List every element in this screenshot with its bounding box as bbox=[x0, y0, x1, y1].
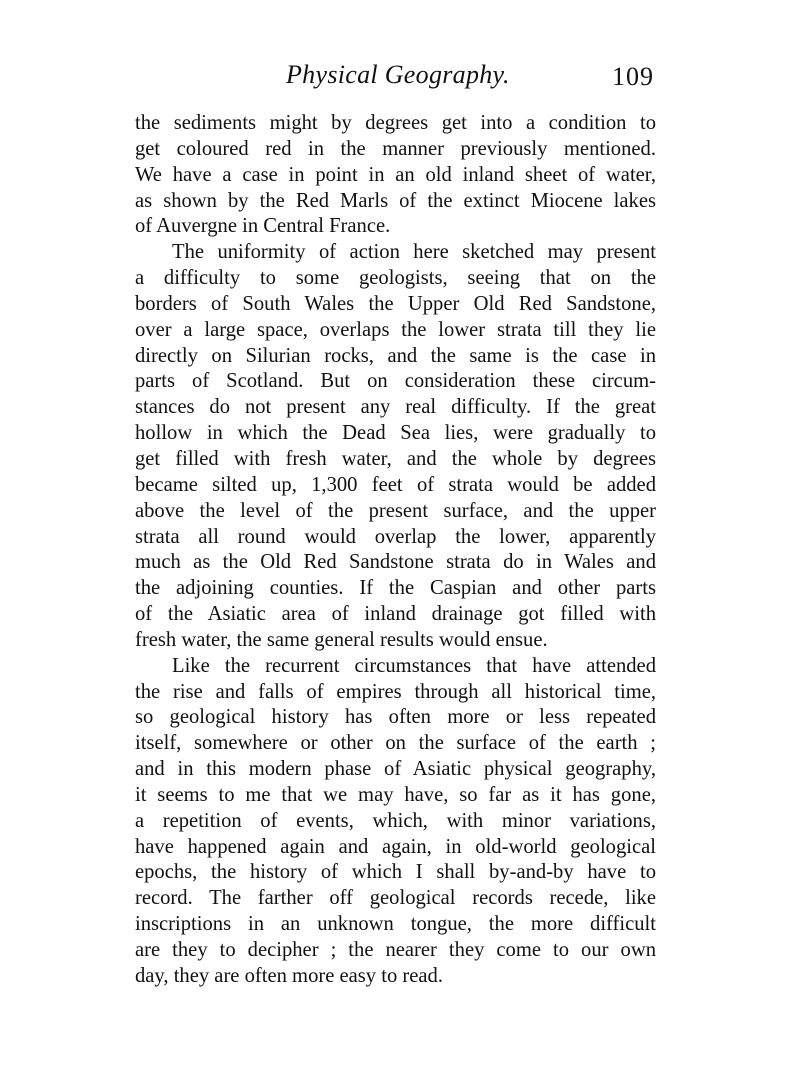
page-number: 109 bbox=[612, 62, 654, 91]
text-line: much as the Old Red Sandstone strata do in Wales and bbox=[135, 551, 656, 574]
text-line: parts of Scotland. But on consideration these circum- bbox=[135, 370, 656, 393]
paragraph bbox=[135, 240, 656, 654]
running-head bbox=[0, 60, 795, 100]
text-line: the adjoining counties. If the Caspian and other parts bbox=[135, 577, 656, 600]
text-line: the sediments might by degrees get into a condition to bbox=[135, 112, 656, 134]
text-line: We have a case in point in an old inland sheet of water, bbox=[135, 163, 656, 186]
text-line: record. The farther off geological records recede, like bbox=[135, 887, 656, 910]
text-line: so geological history has often more or less repeated bbox=[135, 706, 656, 729]
paragraph bbox=[135, 654, 656, 990]
running-title: Physical Geography. bbox=[286, 60, 510, 89]
text-line: above the level of the present surface, and the upper bbox=[135, 499, 656, 522]
text-line: epochs, the history of which I shall by-and-by have to bbox=[135, 861, 656, 884]
paragraph bbox=[135, 111, 656, 240]
body-text bbox=[135, 111, 656, 990]
text-line: day, they are often more easy to read. bbox=[135, 964, 444, 987]
text-line: directly on Silurian rocks, and the same is the case in bbox=[135, 344, 656, 367]
text-line: The uniformity of action here sketched may present bbox=[172, 241, 656, 264]
text-line: became silted up, 1,300 feet of strata would be added bbox=[135, 473, 656, 496]
text-line: itself, somewhere or other on the surface of the earth ; bbox=[135, 732, 656, 755]
text-line: as shown by the Red Marls of the extinct Miocene lakes bbox=[135, 189, 656, 212]
text-line: a difficulty to some geologists, seeing that on the bbox=[135, 267, 656, 290]
text-line: of the Asiatic area of inland drainage got filled with bbox=[135, 603, 656, 626]
text-line: are they to decipher ; the nearer they come to our own bbox=[135, 939, 656, 961]
text-line: get filled with fresh water, and the whole by degrees bbox=[135, 447, 656, 470]
text-line: Like the recurrent circumstances that have attended bbox=[172, 654, 656, 677]
text-line: of Auvergne in Central France. bbox=[135, 215, 391, 238]
text-line: inscriptions in an unknown tongue, the more difficult bbox=[135, 913, 656, 936]
text-line: a repetition of events, which, with minor variations, bbox=[135, 809, 656, 832]
text-line: have happened again and again, in old-world geological bbox=[135, 835, 656, 858]
text-line: the rise and falls of empires through all historical time, bbox=[135, 680, 656, 703]
text-line: borders of South Wales the Upper Old Red Sandstone, bbox=[135, 292, 656, 315]
text-line: fresh water, the same general results would ensue. bbox=[135, 628, 548, 651]
text-line: it seems to me that we may have, so far as it has gone, bbox=[135, 783, 656, 806]
text-line: hollow in which the Dead Sea lies, were gradually to bbox=[135, 422, 656, 445]
text-line: and in this modern phase of Asiatic physical geography, bbox=[135, 758, 656, 781]
text-line: get coloured red in the manner previously mentioned. bbox=[135, 137, 656, 160]
text-line: stances do not present any real difficulty. If the great bbox=[135, 396, 656, 419]
text-line: strata all round would overlap the lower, apparently bbox=[135, 525, 656, 548]
text-line: over a large space, overlaps the lower strata till they lie bbox=[135, 318, 656, 341]
